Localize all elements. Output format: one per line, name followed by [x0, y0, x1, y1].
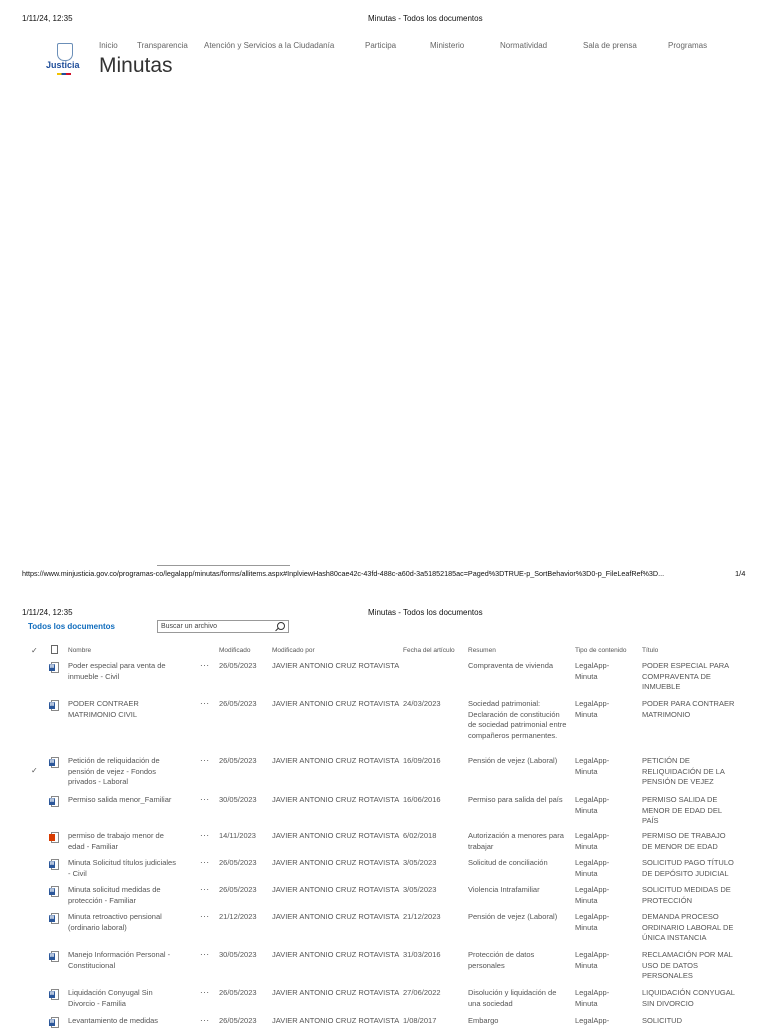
search-icon[interactable] [277, 622, 285, 630]
content-type: LegalApp- [575, 1016, 610, 1025]
modified-date: 26/05/2023 [219, 756, 257, 765]
content-type: LegalApp-Minuta [575, 831, 610, 851]
word-icon: W [49, 757, 60, 769]
row-more-actions-button[interactable]: ··· [200, 858, 210, 867]
summary: Sociedad patrimonial: Declaración de constitución de sociedad patrimonial entre compañeros permanentes. [468, 699, 567, 740]
row-more-actions-button[interactable]: ··· [200, 661, 210, 670]
print-title: Minutas - Todos los documentos [368, 14, 483, 23]
document-name-link[interactable]: permiso de trabajo menor de edad - Familiar [68, 831, 164, 851]
document-title: PERMISO DE TRABAJO DE MENOR DE EDAD [642, 831, 726, 851]
document-name-link[interactable]: Permiso salida menor_Familiar [68, 795, 172, 804]
page-number: 1/4 [735, 569, 746, 578]
modified-by: JAVIER ANTONIO CRUZ ROTAVISTA [272, 795, 400, 804]
article-date: 27/06/2022 [403, 988, 441, 997]
column-header-name[interactable]: Nombre [68, 647, 92, 654]
print-datetime-2: 1/11/24, 12:35 [22, 608, 73, 617]
modified-date: 30/05/2023 [219, 950, 257, 959]
content-type: LegalApp-Minuta [575, 885, 610, 905]
column-header-modified[interactable]: Modificado [219, 647, 251, 654]
modified-by: JAVIER ANTONIO CRUZ ROTAVISTA [272, 661, 400, 670]
search-placeholder: Buscar un archivo [161, 623, 218, 630]
row-more-actions-button[interactable]: ··· [200, 1016, 210, 1025]
word-icon: W [49, 886, 60, 898]
content-type: LegalApp-Minuta [575, 858, 610, 878]
document-name-link[interactable]: Minuta retroactivo pensional (ordinario laboral) [68, 912, 162, 932]
column-header-title[interactable]: Título [642, 647, 659, 654]
select-all-checkbox[interactable]: ✓ [31, 646, 38, 655]
summary: Permiso para salida del país [468, 795, 563, 804]
summary: Disolución y liquidación de una sociedad [468, 988, 557, 1008]
content-type: LegalApp-Minuta [575, 699, 610, 719]
modified-date: 21/12/2023 [219, 912, 257, 921]
document-title: SOLICITUD [642, 1016, 683, 1025]
document-name-link[interactable]: Levantamiento de medidas [68, 1016, 159, 1025]
row-more-actions-button[interactable]: ··· [200, 795, 210, 804]
content-type: LegalApp-Minuta [575, 661, 610, 681]
article-date: 24/03/2023 [403, 699, 441, 708]
summary: Protección de datos personales [468, 950, 535, 970]
modified-date: 14/11/2023 [219, 831, 256, 840]
modified-date: 26/05/2023 [219, 885, 257, 894]
document-name-link[interactable]: Poder especial para venta de inmueble - Civil [68, 661, 166, 681]
article-date: 31/03/2016 [403, 950, 441, 959]
word-icon: W [49, 662, 60, 674]
word-icon: W [49, 700, 60, 712]
scrollbar-line [157, 565, 290, 566]
article-date: 1/08/2017 [403, 1016, 437, 1025]
pdf-icon [49, 832, 60, 844]
search-input[interactable] [157, 620, 289, 633]
document-title: RECLAMACIÓN POR MAL USO DE DATOS PERSONALES [642, 950, 733, 980]
modified-date: 26/05/2023 [219, 661, 257, 670]
summary: Pensión de vejez (Laboral) [468, 912, 558, 921]
summary: Compraventa de vivienda [468, 661, 554, 670]
column-header-content-type[interactable]: Tipo de contenido [575, 647, 627, 654]
nav-item-inicio[interactable]: Inicio [99, 41, 118, 50]
word-icon: W [49, 951, 60, 963]
nav-item-normatividad[interactable]: Normatividad [500, 41, 548, 50]
article-date: 21/12/2023 [403, 912, 441, 921]
nav-item-ministerio[interactable]: Ministerio [430, 41, 465, 50]
document-title: PETICIÓN DE RELIQUIDACIÓN DE LA PENSIÓN DE VEJEZ [642, 756, 725, 786]
content-type: LegalApp-Minuta [575, 988, 610, 1008]
document-title: DEMANDA PROCESO ORDINARIO LABORAL DE ÚNICA INSTANCIA [642, 912, 734, 942]
summary: Embargo [468, 1016, 499, 1025]
modified-date: 26/05/2023 [219, 699, 257, 708]
content-type: LegalApp-Minuta [575, 795, 610, 815]
article-date: 3/05/2023 [403, 858, 437, 867]
modified-by: JAVIER ANTONIO CRUZ ROTAVISTA [272, 831, 400, 840]
document-name-link[interactable]: Minuta solicitud medidas de protección - Familiar [68, 885, 161, 905]
row-selected-check[interactable]: ✓ [31, 766, 38, 775]
modified-by: JAVIER ANTONIO CRUZ ROTAVISTA [272, 950, 400, 959]
modified-by: JAVIER ANTONIO CRUZ ROTAVISTA [272, 1016, 400, 1025]
row-more-actions-button[interactable]: ··· [200, 756, 210, 765]
nav-item-atencion[interactable]: Atención y Servicios a la Ciudadanía [204, 41, 335, 50]
article-date: 16/06/2016 [403, 795, 441, 804]
file-type-header-icon [51, 645, 58, 654]
logo-flag-bar [57, 73, 71, 75]
modified-by: JAVIER ANTONIO CRUZ ROTAVISTA [272, 885, 400, 894]
document-title: SOLICITUD PAGO TÍTULO DE DEPÓSITO JUDICIAL [642, 858, 734, 878]
document-title: PERMISO SALIDA DE MENOR DE EDAD DEL PAÍS [642, 795, 722, 825]
summary: Solicitud de conciliación [468, 858, 548, 867]
content-type: LegalApp-Minuta [575, 756, 610, 776]
summary: Violencia Intrafamiliar [468, 885, 540, 894]
row-more-actions-button[interactable]: ··· [200, 950, 210, 959]
summary: Autorización a menores para trabajar [468, 831, 564, 851]
modified-date: 26/05/2023 [219, 1016, 257, 1025]
document-title: LIQUIDACIÓN CONYUGAL SIN DIVORCIO [642, 988, 735, 1008]
article-date: 6/02/2018 [403, 831, 437, 840]
article-date: 3/05/2023 [403, 885, 437, 894]
modified-date: 26/05/2023 [219, 858, 257, 867]
document-name-link[interactable]: Petición de reliquidación de pensión de vejez - Fondos privados - Laboral [68, 756, 160, 786]
column-header-modified-by[interactable]: Modificado por [272, 647, 315, 654]
modified-by: JAVIER ANTONIO CRUZ ROTAVISTA [272, 699, 400, 708]
document-name-link[interactable]: PODER CONTRAER MATRIMONIO CIVIL [68, 699, 139, 719]
logo-text: Justicia [46, 60, 80, 70]
view-all-documents-link[interactable]: Todos los documentos [28, 622, 115, 631]
row-more-actions-button[interactable]: ··· [200, 699, 210, 708]
page-title: Minutas [99, 54, 173, 77]
print-datetime: 1/11/24, 12:35 [22, 14, 73, 23]
word-icon: W [49, 913, 60, 925]
word-icon: W [49, 1017, 60, 1029]
modified-by: JAVIER ANTONIO CRUZ ROTAVISTA [272, 912, 400, 921]
nav-item-participa[interactable]: Participa [365, 41, 397, 50]
justicia-logo-icon [57, 43, 73, 61]
modified-date: 26/05/2023 [219, 988, 257, 997]
modified-date: 30/05/2023 [219, 795, 257, 804]
row-more-actions-button[interactable]: ··· [200, 988, 210, 997]
print-title-2: Minutas - Todos los documentos [368, 608, 483, 617]
article-date: 16/09/2016 [403, 756, 441, 765]
document-title: SOLICITUD MEDIDAS DE PROTECCIÓN [642, 885, 731, 905]
word-icon: W [49, 859, 60, 871]
summary: Pensión de vejez (Laboral) [468, 756, 558, 765]
row-more-actions-button[interactable]: ··· [200, 912, 210, 921]
document-name-link[interactable]: Manejo Información Personal - Constitucional [68, 950, 171, 970]
modified-by: JAVIER ANTONIO CRUZ ROTAVISTA [272, 858, 400, 867]
row-more-actions-button[interactable]: ··· [200, 885, 210, 894]
row-more-actions-button[interactable]: ··· [200, 831, 210, 840]
print-url: https://www.minjusticia.gov.co/programas-co/legalapp/minutas/forms/allitems.aspx#InplviewHash80cae42c-43fd-488c-a60d-3a51852185ac=Paged%3DTRUE-p_SortBehavior%3D0-p_FileLeafRef%3D... [22, 569, 665, 578]
document-title: PODER PARA CONTRAER MATRIMONIO [642, 699, 735, 719]
nav-item-sala-de-prensa[interactable]: Sala de prensa [583, 41, 637, 50]
word-icon: W [49, 796, 60, 808]
column-header-summary[interactable]: Resumen [468, 647, 496, 654]
nav-item-programas[interactable]: Programas [668, 41, 708, 50]
content-type: LegalApp-Minuta [575, 950, 610, 970]
content-type: LegalApp-Minuta [575, 912, 610, 932]
document-name-link[interactable]: Minuta Solicitud títulos judiciales - Civil [68, 858, 176, 878]
word-icon: W [49, 989, 60, 1001]
document-title: PODER ESPECIAL PARA COMPRAVENTA DE INMUEBLE [642, 661, 729, 691]
column-header-article-date[interactable]: Fecha del artículo [403, 647, 455, 654]
modified-by: JAVIER ANTONIO CRUZ ROTAVISTA [272, 988, 400, 997]
document-name-link[interactable]: Liquidación Conyugal Sin Divorcio - Familia [68, 988, 153, 1008]
nav-item-transparencia[interactable]: Transparencia [137, 41, 188, 50]
modified-by: JAVIER ANTONIO CRUZ ROTAVISTA [272, 756, 400, 765]
